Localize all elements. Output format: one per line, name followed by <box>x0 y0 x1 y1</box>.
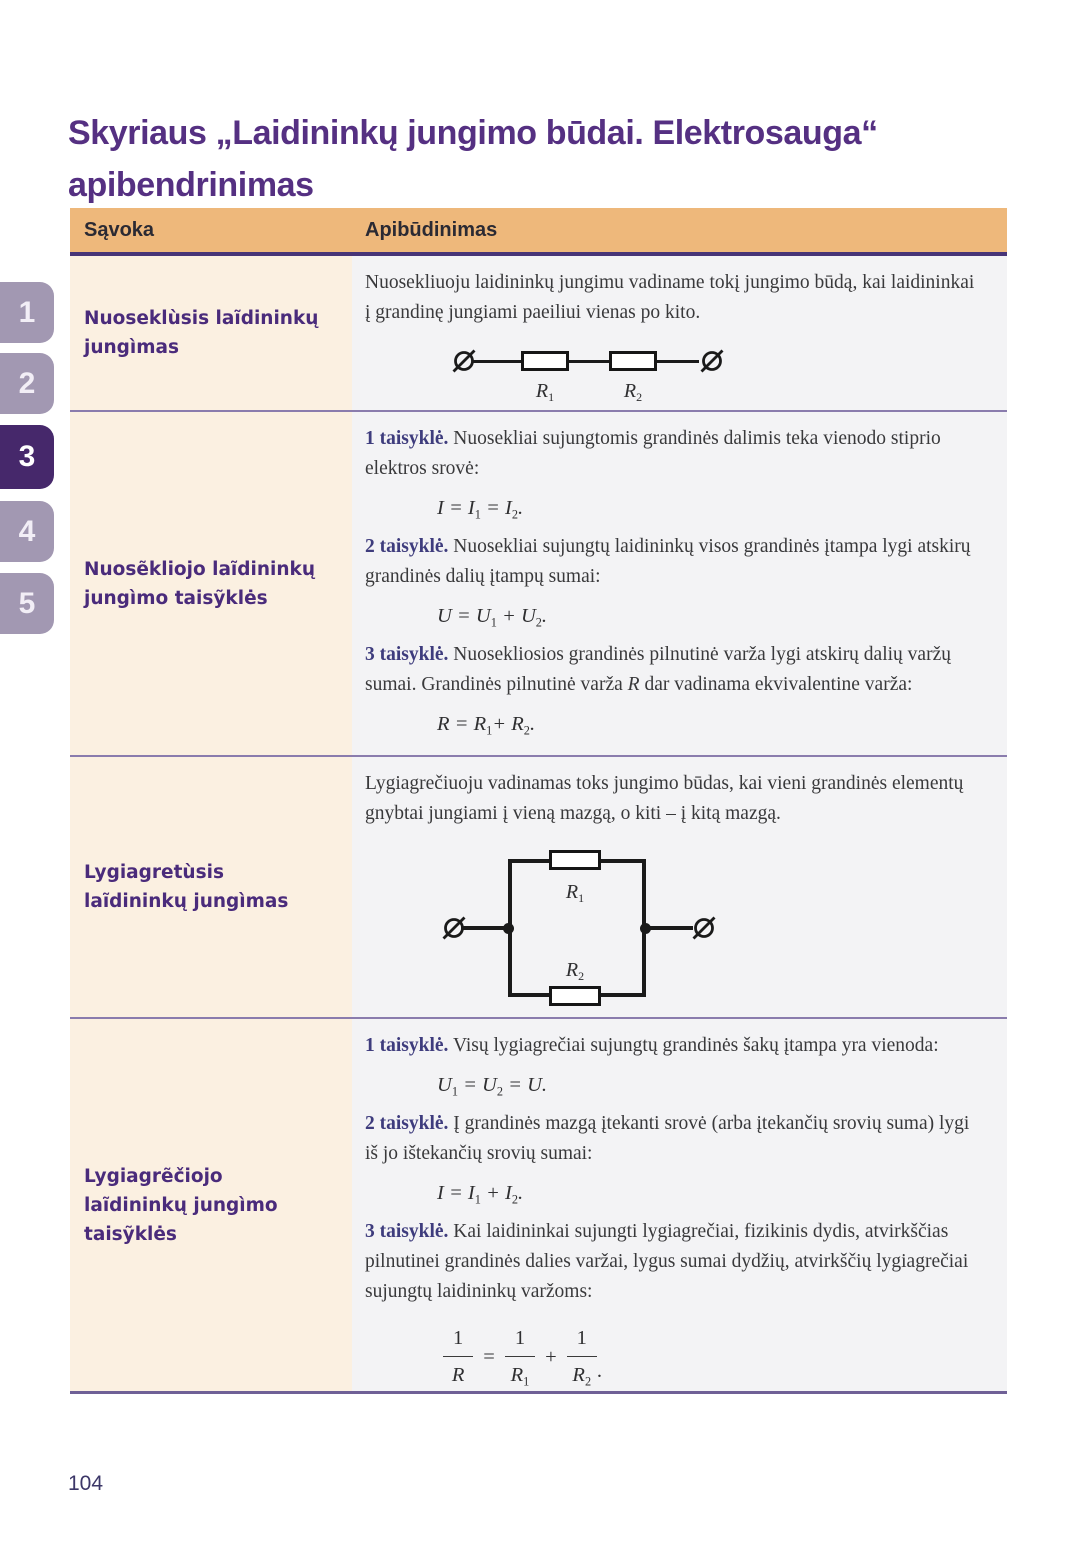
voltage-formula: $U = U_1 + U_2$. <box>437 605 548 630</box>
term-label: Lygiagretùsis laĩdininkų jungìmas <box>84 862 289 912</box>
resistor-r2 <box>609 351 657 371</box>
wire <box>657 360 699 364</box>
rule-lead: 1 taisyklė. <box>365 1035 449 1056</box>
chapter-tab-2[interactable] <box>0 353 54 414</box>
rule-text: Kai laidininkai sujungti lygiagrečiai, fizikinis dydis, atvirkščias pilnutinei grandinės dalies varžai, lygus sumai dydžių, atvirkščių lygiagrečiai sujungtų laidininkų varžoms: <box>365 1221 969 1302</box>
resistor-r1 <box>521 351 569 371</box>
fraction: $\frac{1}{R_2}$ <box>567 1323 597 1390</box>
chapter-tab-5[interactable] <box>0 573 54 634</box>
rule-paragraph <box>365 1031 981 1061</box>
description-cell <box>352 1019 1007 1391</box>
rule-text: Nuosekliosios grandinės pilnutinė varža lygi atskirų dalių varžų sumai. Grandinės pilnutinė varža <box>365 644 951 695</box>
rule-text: Nuosekliai sujungtomis grandinės dalimis teka vienodo stiprio elektros srovė: <box>365 428 941 479</box>
term-cell <box>70 412 352 755</box>
rule-paragraph <box>365 1109 981 1169</box>
resistor-label-r2: $R_2$ <box>623 380 643 405</box>
rule-lead: 3 taisyklė. <box>365 644 449 665</box>
term-cell <box>70 256 352 410</box>
chapter-tab-label: 3 <box>18 440 36 473</box>
column-header-savoka: Sąvoka <box>84 218 155 241</box>
term-label: Nuosẽkliojo laĩdininkų jungìmo taisỹklės <box>84 558 316 609</box>
period: . <box>596 1360 602 1382</box>
chapter-tab-1[interactable] <box>0 282 54 343</box>
wire <box>569 360 609 363</box>
junction-node <box>640 923 651 934</box>
rule-lead: 3 taisyklė. <box>365 1221 449 1242</box>
wire <box>473 360 521 364</box>
terminal-icon <box>439 913 469 943</box>
junction-node <box>503 923 514 934</box>
page-number: 104 <box>68 1472 104 1495</box>
terminal-icon <box>697 346 727 376</box>
rule-paragraph <box>365 1217 981 1307</box>
fraction: $\frac{1}{R_1}$ <box>505 1323 535 1390</box>
rule-text: Į grandinės mazgą įtekanti srovė (arba įtekančių srovių suma) lygi iš jo ištekančių srovių sumai: <box>365 1113 970 1164</box>
chapter-tab-label: 2 <box>18 366 36 400</box>
reciprocal-resistance-formula <box>443 1323 981 1390</box>
table-header-row <box>70 208 1007 256</box>
plus-sign: + <box>545 1345 557 1368</box>
chapter-tab-label: 5 <box>18 586 36 620</box>
resistance-formula: $R = R_1+ R_2$. <box>437 713 536 738</box>
resistor-r2 <box>549 986 601 1006</box>
rule-paragraph <box>365 640 981 700</box>
voltage-formula: $U_1 = U_2 = U$. <box>437 1074 548 1099</box>
term-cell <box>70 1019 352 1391</box>
series-circuit-diagram <box>449 340 734 404</box>
page-title-line1: Skyriaus „Laidininkų jungimo būdai. Elektrosauga“ <box>68 113 878 152</box>
chapter-tab-label: 1 <box>18 295 36 329</box>
rule-text: dar vadinama ekvivalentine varža: <box>639 674 913 695</box>
term-label: Lygiagrẽčiojo laĩdininkų jungìmo taisỹklės <box>84 1165 278 1245</box>
wire <box>646 926 693 930</box>
summary-table <box>70 208 1007 1394</box>
rule-paragraph <box>365 532 981 592</box>
rule-lead: 2 taisyklė. <box>365 536 449 557</box>
description-cell <box>352 757 1007 1017</box>
term-cell <box>70 757 352 1017</box>
definition-text: Nuosekliuoju laidininkų jungimu vadiname tokį jungimo būdą, kai laidininkai į grandinę jungiami paeiliui vienas po kito. <box>365 272 975 323</box>
description-cell <box>352 412 1007 755</box>
resistor-label-r1: $R_1$ <box>535 380 555 405</box>
page-title <box>68 107 968 211</box>
current-formula: $I = I_1 + I_2$. <box>437 1182 524 1207</box>
chapter-tab-label: 4 <box>18 514 36 548</box>
column-header-apibudinimas: Apibūdinimas <box>365 218 498 241</box>
equals-sign: = <box>483 1345 495 1368</box>
variable-r: R <box>627 674 640 695</box>
rule-paragraph <box>365 424 981 484</box>
current-formula: $I = I_1 = I_2$. <box>437 497 524 522</box>
resistor-r1 <box>549 850 601 870</box>
table-row <box>70 1017 1007 1391</box>
table-row <box>70 755 1007 1017</box>
table-row <box>70 410 1007 755</box>
rule-text: Visų lygiagrečiai sujungtų grandinės šakų įtampa yra vienoda: <box>448 1035 939 1056</box>
rule-lead: 1 taisyklė. <box>365 428 449 449</box>
terminal-icon <box>689 913 719 943</box>
fraction: $\frac{1}{R}$ <box>443 1323 473 1390</box>
page-title-line2: apibendrinimas <box>68 165 314 204</box>
chapter-tab-3-active[interactable] <box>0 425 54 489</box>
chapter-tab-4[interactable] <box>0 501 54 562</box>
term-label: Nuoseklùsis laĩdininkų jungìmas <box>84 308 319 358</box>
parallel-circuit-diagram <box>443 837 733 1019</box>
resistor-label-r1: $R_1$ <box>565 881 585 906</box>
rule-lead: 2 taisyklė. <box>365 1113 449 1134</box>
description-cell <box>352 256 1007 410</box>
table-row <box>70 256 1007 410</box>
rule-text: Nuosekliai sujungtų laidininkų visos grandinės įtampa lygi atskirų grandinės dalių įtampų sumai: <box>365 536 971 587</box>
resistor-label-r2: $R_2$ <box>565 959 585 984</box>
definition-text: Lygiagrečiuoju vadinamas toks jungimo būdas, kai vieni grandinės elementų gnybtai jungiami į vieną mazgą, o kiti – į kitą mazgą. <box>365 773 964 824</box>
